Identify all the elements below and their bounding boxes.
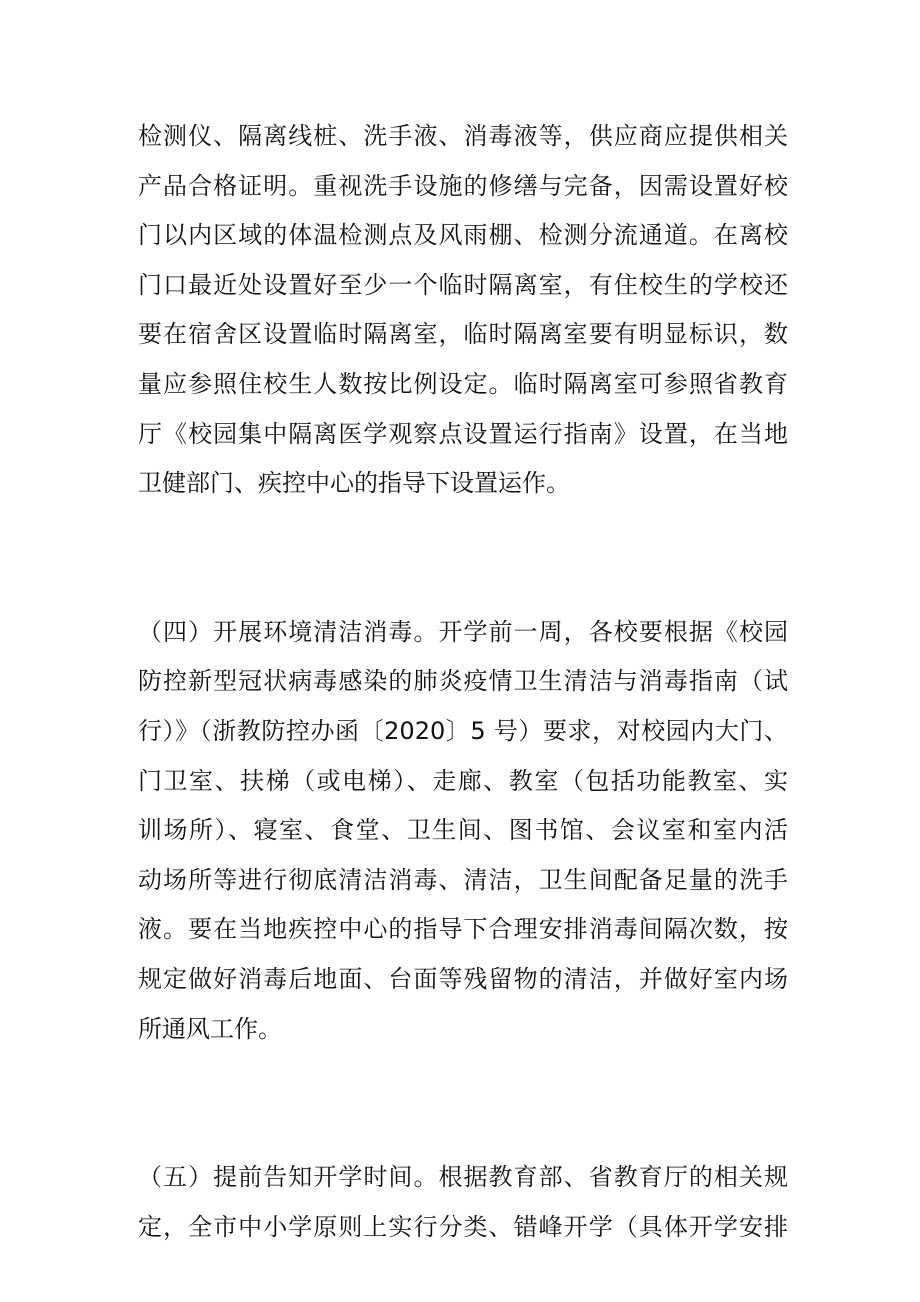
document-body — [138, 112, 788, 1252]
text-line: 产品合格证明。重视洗手设施的修缮与完备，因需设置好校 — [138, 171, 788, 200]
paragraph-school-opening — [138, 1153, 788, 1252]
text-line: 动场所等进行彻底清洁消毒、清洁，卫生间配备足量的洗手 — [138, 865, 788, 894]
text-line: 训场所）、寝室、食堂、卫生间、图书馆、会议室和室内活 — [138, 816, 788, 845]
text-line: 检测仪、隔离线桩、洗手液、消毒液等，供应商应提供相关 — [138, 122, 788, 150]
paragraph-isolation-facilities — [138, 112, 788, 509]
text-line: 防控新型冠状病毒感染的肺炎疫情卫生清洁与消毒指南（试 — [138, 667, 788, 696]
text-line: 行）》（浙教防控办函〔2020〕5 号）要求，对校园内大门、 — [138, 716, 788, 745]
text-line: 门口最近处设置好至少一个临时隔离室，有住校生的学校还 — [138, 270, 788, 299]
text-line: 厅《校园集中隔离医学观察点设置运行指南》设置，在当地 — [138, 419, 788, 448]
text-line: 液。要在当地疾控中心的指导下合理安排消毒间隔次数，按 — [138, 915, 788, 944]
text-line: （五）提前告知开学时间。根据教育部、省教育厅的相关规 — [138, 1163, 788, 1192]
text-line: 定，全市中小学原则上实行分类、错峰开学（具体开学安排 — [138, 1212, 788, 1241]
text-line: 卫健部门、疾控中心的指导下设置运作。 — [138, 469, 570, 498]
text-line: 量应参照住校生人数按比例设定。临时隔离室可参照省教育 — [138, 369, 788, 398]
paragraph-gap — [138, 1054, 788, 1153]
text-line: 门以内区域的体温检测点及风雨棚、检测分流通道。在离校 — [138, 221, 788, 250]
paragraph-gap — [138, 509, 788, 608]
text-line: 门卫室、扶梯（或电梯）、走廊、教室（包括功能教室、实 — [138, 766, 788, 795]
text-line: 规定做好消毒后地面、台面等残留物的清洁，并做好室内场 — [138, 964, 788, 993]
text-line: 所通风工作。 — [138, 1014, 282, 1043]
text-line: 要在宿舍区设置临时隔离室，临时隔离室要有明显标识，数 — [138, 320, 788, 349]
paragraph-environment-cleaning — [138, 608, 788, 1054]
text-line: （四）开展环境清洁消毒。开学前一周，各校要根据《校园 — [138, 617, 788, 646]
